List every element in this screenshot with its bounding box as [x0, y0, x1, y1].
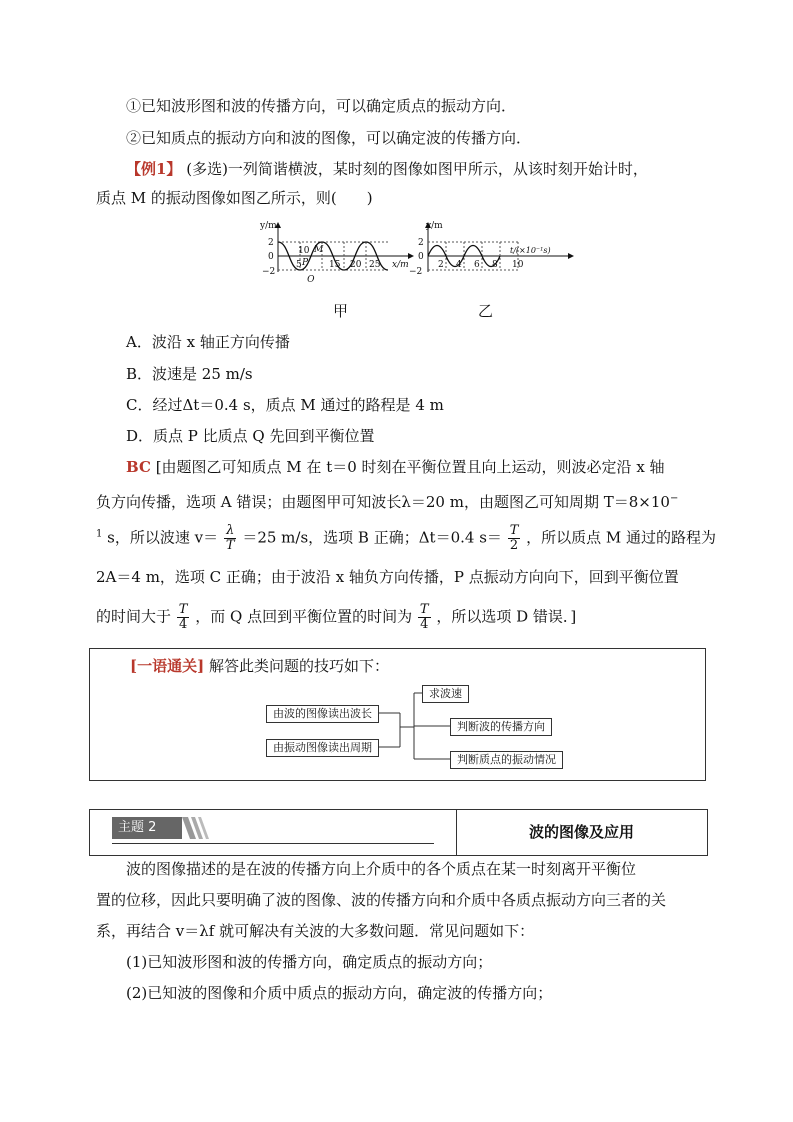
answer-text-5b: ，而 Q 点回到平衡位置的时间为	[195, 607, 413, 626]
answer-sup-minus: −	[669, 493, 679, 504]
answer-key: BC	[126, 458, 151, 476]
flow-box-period: 由振动图像读出周期	[266, 739, 379, 757]
fraction-lambda-over-t	[224, 524, 237, 553]
tip-tag: [一语通关]	[130, 657, 205, 675]
theme-tag: 主题 2	[112, 817, 182, 839]
frac-den: 4	[178, 617, 188, 632]
left-xtick-15: 15	[329, 260, 341, 270]
answer-text-1: [由题图乙可知质点 M 在 t＝0 时刻在平衡位置且向上运动，则波必定沿 x 轴	[155, 458, 665, 476]
left-ytick-0: 0	[268, 252, 274, 262]
option-b: B．波速是 25 m/s	[126, 365, 253, 383]
flow-box-vibration: 判断质点的振动情况	[450, 751, 563, 769]
option-d: D．质点 P 比质点 Q 先回到平衡位置	[126, 427, 375, 445]
answer-text-5c: ，所以选项 D 错误．]	[436, 607, 577, 626]
answer-line-1	[126, 457, 665, 477]
caption-left: 甲	[333, 302, 349, 320]
theme-header	[89, 809, 708, 856]
right-xtick-4: 4	[456, 260, 462, 270]
flow-box-direction: 判断波的传播方向	[450, 718, 552, 736]
vibration-graph-right	[409, 221, 574, 277]
example-stem-text: (多选)一列简谐横波，某时刻的图像如图甲所示，从该时刻开始计时，	[186, 160, 648, 178]
answer-text-3a: s，所以波速 v＝	[102, 528, 219, 547]
flow-connectors	[90, 649, 705, 780]
right-xtick-2: 2	[438, 260, 444, 270]
frac-num: T	[178, 602, 188, 617]
right-ylabel: y/m	[426, 221, 443, 231]
frac-num: T	[419, 602, 429, 617]
answer-text-2: 负方向传播，选项 A 错误；由题图甲可知波长λ＝20 m，由题图乙可知周期 T＝8×10	[96, 493, 670, 511]
theme-rule	[112, 843, 434, 844]
example-stem-2: 质点 M 的振动图像如图乙所示，则( )	[96, 189, 373, 207]
left-xtick-25: 25	[369, 260, 381, 270]
option-a: A．波沿 x 轴正方向传播	[126, 333, 290, 351]
body-item-2: (2)已知波的图像和介质中质点的振动方向，确定波的传播方向；	[126, 984, 553, 1002]
body-para-3: 系，再结合 v＝λf 就可解决有关波的大多数问题．常见问题如下：	[96, 922, 535, 940]
point-p-label: P	[302, 258, 309, 268]
frac-num: λ	[226, 523, 235, 538]
answer-text-5a: 的时间大于	[96, 607, 172, 626]
wave-graph-left	[259, 221, 414, 282]
answer-text-3b: ＝25 m/s，选项 B 正确；Δt＝0.4 s＝	[242, 528, 502, 547]
caption-right: 乙	[478, 302, 494, 320]
fraction-t-over-2	[508, 524, 521, 553]
left-xtick-10: 10	[298, 246, 310, 256]
answer-line-5	[96, 603, 576, 632]
wave-graphs	[258, 220, 578, 282]
flow-box-speed: 求波速	[422, 685, 469, 703]
frac-num: T	[509, 523, 519, 538]
right-x-arrow	[568, 253, 574, 259]
right-ytick-2: 2	[418, 238, 424, 248]
stripes-icon	[182, 817, 212, 839]
left-ytick-2: 2	[268, 238, 274, 248]
left-x-arrow	[408, 253, 414, 259]
right-ytick-0: 0	[418, 252, 424, 262]
body-para-2: 置的位移，因此只要明确了波的图像、波的传播方向和介质中各质点振动方向三者的关	[96, 891, 667, 909]
intro-line-2: ②已知质点的振动方向和波的图像，可以确定波的传播方向．	[126, 129, 532, 147]
example-tag: 【例1】	[126, 160, 182, 178]
tip-box	[89, 648, 706, 781]
right-ytick-neg2: −2	[409, 267, 423, 277]
answer-line-2	[96, 489, 678, 512]
point-q-label: Q	[307, 275, 315, 282]
answer-sup-1: 1	[96, 528, 103, 540]
right-xtick-10: 10	[512, 260, 524, 270]
left-xtick-20: 20	[350, 260, 362, 270]
tip-text: 解答此类问题的技巧如下：	[208, 657, 389, 675]
right-xtick-8: 8	[492, 260, 498, 270]
left-ytick-neg2: −2	[262, 267, 276, 277]
body-para-1: 波的图像描述的是在波的传播方向上介质中的各个质点在某一时刻离开平衡位	[126, 860, 637, 878]
theme-title: 波的图像及应用	[528, 823, 634, 841]
point-m-label: M	[314, 245, 324, 255]
intro-line-1: ①已知波形图和波的传播方向，可以确定质点的振动方向．	[126, 97, 517, 115]
option-c: C．经过Δt＝0.4 s，质点 M 通过的路程是 4 m	[126, 396, 444, 414]
frac-den: T	[225, 538, 235, 553]
right-xlabel: t/(×10⁻¹s)	[510, 246, 551, 255]
answer-line-3	[96, 524, 716, 553]
left-xlabel: x/m	[392, 260, 409, 270]
flow-box-wavelength: 由波的图像读出波长	[266, 705, 379, 723]
body-item-1: (1)已知波形图和波的传播方向，确定质点的振动方向；	[126, 953, 493, 971]
example-stem-1	[126, 159, 648, 179]
frac-den: 4	[420, 617, 429, 632]
frac-den: 2	[509, 538, 519, 553]
left-xtick-5: 5	[296, 260, 302, 270]
fraction-t-over-4-b	[418, 603, 431, 632]
left-ylabel: y/m	[260, 221, 277, 231]
fraction-t-over-4-a	[177, 603, 190, 632]
answer-line-4: 2A＝4 m，选项 C 正确；由于波沿 x 轴负方向传播，P 点振动方向向下，回到平衡位置	[96, 568, 679, 586]
answer-text-3c: ，所以质点 M 通过的路程为	[526, 528, 717, 547]
right-xtick-6: 6	[474, 260, 480, 270]
